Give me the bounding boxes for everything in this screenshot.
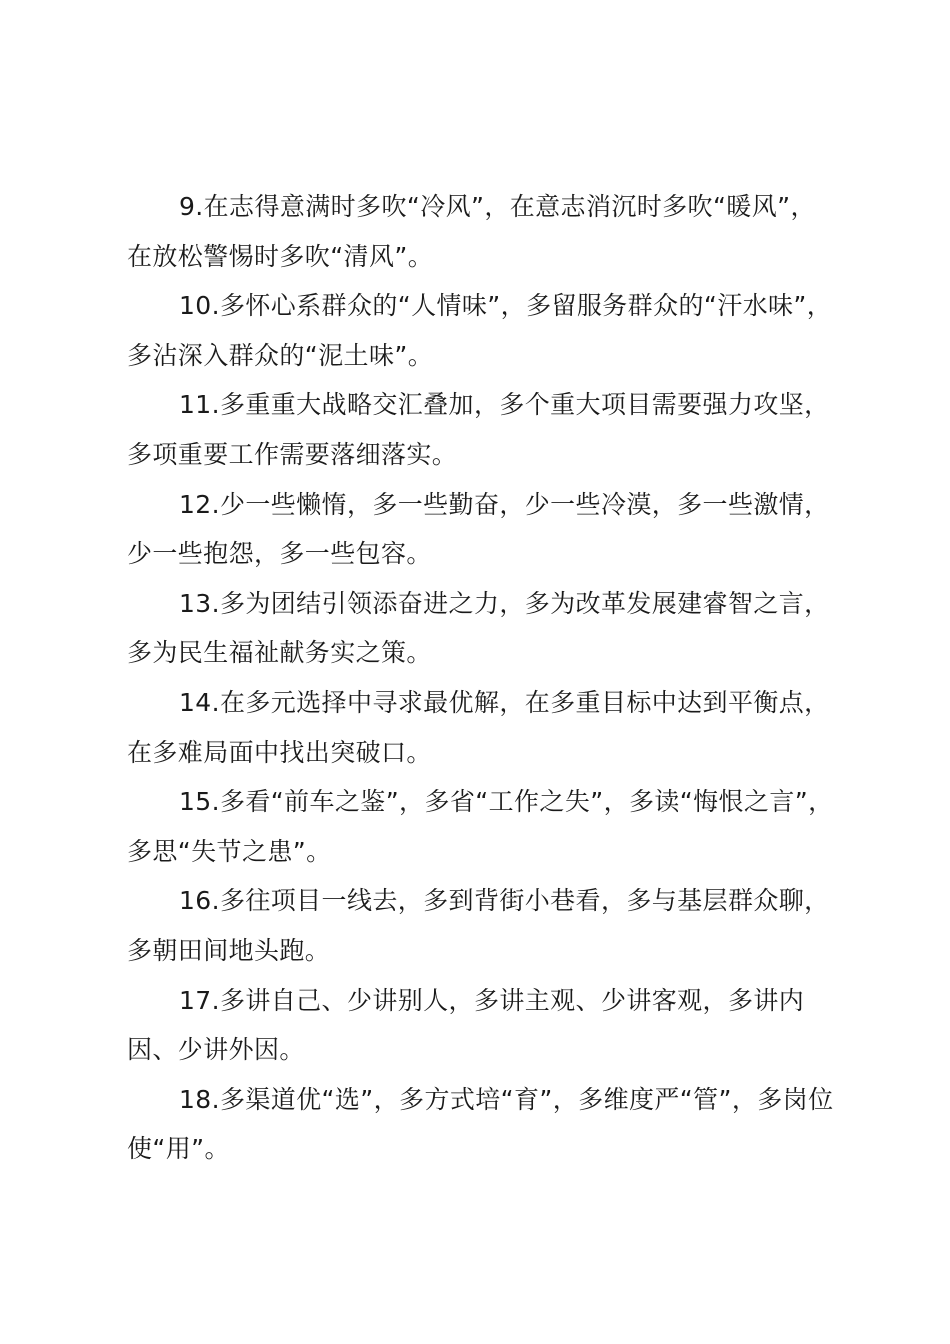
paragraph-18: 18.多渠道优“选”，多方式培“育”，多维度严“管”，多岗位使“用”。 bbox=[127, 1084, 834, 1164]
paragraph-13: 13.多为团结引领添奋进之力，多为改革发展建睿智之言，多为民生福祉献务实之策。 bbox=[127, 588, 830, 668]
paragraph-17: 17.多讲自己、少讲别人，多讲主观、少讲客观，多讲内因、少讲外因。 bbox=[127, 985, 805, 1065]
paragraph-9: 9.在志得意满时多吹“冷风”，在意志消沉时多吹“暖风”，在放松警惕时多吹“清风”。 bbox=[127, 192, 816, 271]
paragraph-12: 12.少一些懒惰，多一些勤奋，少一些冷漠，多一些激情，少一些抱怨，多一些包容。 bbox=[127, 489, 830, 569]
paragraph-16: 16.多往项目一线去，多到背街小巷看，多与基层群众聊，多朝田间地头跑。 bbox=[127, 886, 830, 965]
document-body bbox=[127, 182, 837, 1174]
paragraph-15: 15.多看“前车之鉴”，多省“工作之失”，多读“悔恨之言”，多思“失节之患”。 bbox=[127, 787, 834, 866]
paragraph-14: 14.在多元选择中寻求最优解，在多重目标中达到平衡点，在多难局面中找出突破口。 bbox=[127, 687, 830, 767]
paragraph-10: 10.多怀心系群众的“人情味”，多留服务群众的“汗水味”，多沾深入群众的“泥土味”。 bbox=[127, 291, 833, 370]
paragraph-11: 11.多重重大战略交汇叠加，多个重大项目需要强力攻坚，多项重要工作需要落细落实。 bbox=[127, 390, 830, 469]
